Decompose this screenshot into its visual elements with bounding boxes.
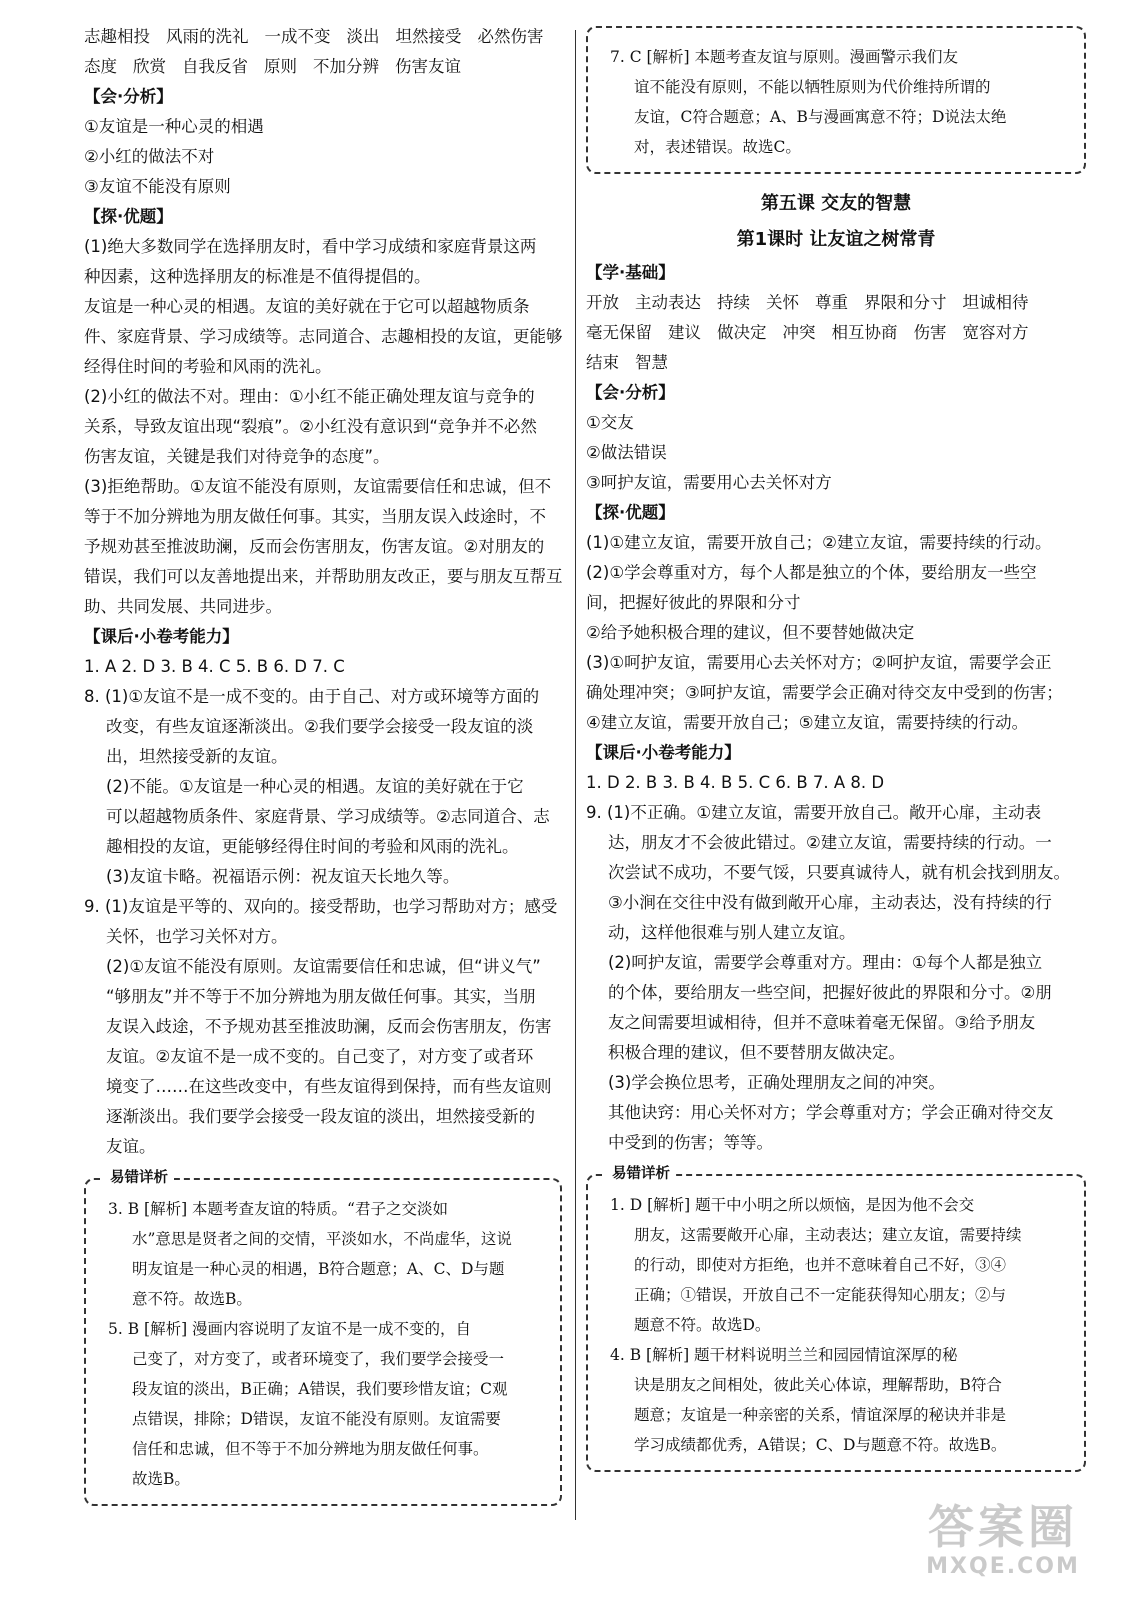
question-8-body bbox=[84, 712, 562, 892]
keyword: 开放 bbox=[586, 293, 619, 312]
text-line: 关怀，也学习关怀对方。 bbox=[106, 927, 288, 946]
text-line: (3)友谊卡略。祝福语示例：祝友谊天长地久等。 bbox=[106, 867, 460, 886]
analysis-line: 点错误，排除；D错误，友谊不能没有原则。友谊需要 bbox=[132, 1410, 501, 1428]
lesson-title: 第五课 交友的智慧 bbox=[760, 193, 912, 214]
text-line: 动，这样他很难与别人建立友谊。 bbox=[608, 923, 856, 942]
error-analysis-box bbox=[84, 1170, 562, 1506]
text-line: 等于不加分辨地为朋友做任何事。其实，当朋友误入歧途时，不 bbox=[84, 507, 546, 526]
keyword: 淡出 bbox=[346, 27, 380, 46]
error-analysis-continued-box bbox=[586, 26, 1086, 174]
section-heading-tan: 【探·优题】 bbox=[84, 207, 173, 226]
analysis-line: 题意；友谊是一种亲密的关系，情谊深厚的秘诀并非是 bbox=[634, 1406, 1007, 1424]
analysis-line: 的行动，即使对方拒绝，也并不意味着自己不好，③④ bbox=[634, 1256, 1007, 1274]
text-line: 确处理冲突；③呵护友谊，需要学会正确对待交友中受到的伤害； bbox=[586, 683, 1063, 702]
section-heading-hui: 【会·分析】 bbox=[84, 87, 173, 106]
text-line: 其他诀窍：用心关怀对方；学会尊重对方；学会正确对待交友 bbox=[608, 1103, 1054, 1122]
analysis-line: 7. C [解析] 本题考查友谊与原则。漫画警示我们友 bbox=[610, 48, 959, 66]
analysis-line: 学习成绩都优秀，A错误；C、D与题意不符。故选B。 bbox=[634, 1436, 1007, 1454]
left-column bbox=[84, 22, 562, 1506]
analysis-line: 己变了，对方变了，或者环境变了，我们要学会接受一 bbox=[132, 1350, 505, 1368]
text-line: (2)①友谊不能没有原则。友谊需要信任和忠诚，但“讲义气” bbox=[106, 957, 541, 976]
text-line: “够朋友”并不等于不加分辨地为朋友做任何事。其实，当朋 bbox=[106, 987, 536, 1006]
text-line: 间，把握好彼此的界限和分寸 bbox=[586, 593, 801, 612]
text-line: (2)小红的做法不对。理由：①小红不能正确处理友谊与竞争的 bbox=[84, 387, 535, 406]
keyword-row-2 bbox=[84, 52, 562, 82]
text-line: (1)绝大多数同学在选择朋友时，看中学习成绩和家庭背景这两 bbox=[84, 237, 537, 256]
keyword: 持续 bbox=[717, 293, 750, 312]
keyword: 宽容对方 bbox=[962, 323, 1029, 342]
analysis-line: 意不符。故选B。 bbox=[132, 1290, 252, 1308]
section-heading-hui: 【会·分析】 bbox=[586, 383, 675, 402]
analysis-line: 3. B [解析] 本题考查友谊的特质。“君子之交淡如 bbox=[108, 1200, 448, 1218]
keyword: 做决定 bbox=[717, 323, 767, 342]
text-line: 伤害友谊，关键是我们对待竞争的态度”。 bbox=[84, 447, 390, 466]
text-line: ④建立友谊，需要开放自己；⑤建立友谊，需要持续的行动。 bbox=[586, 713, 1029, 732]
analysis-line: 题意不符。故选D。 bbox=[634, 1316, 771, 1334]
keyword: 主动表达 bbox=[635, 293, 701, 312]
text-line: 友谊。 bbox=[106, 1137, 156, 1156]
text-line: 积极合理的建议，但不要替朋友做决定。 bbox=[608, 1043, 905, 1062]
question-9-body bbox=[586, 828, 1086, 1158]
text-line: (2)呵护友谊，需要学会尊重对方。理由：①每个人都是独立 bbox=[608, 953, 1043, 972]
text-line: 趣相投的友谊，更能够经得住时间的考验和风雨的洗礼。 bbox=[106, 837, 519, 856]
section-heading-kehou: 【课后·小卷考能力】 bbox=[586, 743, 741, 762]
text-line: 达，朋友才不会彼此错过。②建立友谊，需要持续的行动。一 bbox=[608, 833, 1052, 852]
analysis-item: ③呵护友谊，需要用心去关怀对方 bbox=[586, 473, 832, 492]
keyword: 坦诚相待 bbox=[962, 293, 1029, 312]
text-line: (1)①建立友谊，需要开放自己；②建立友谊，需要持续的行动。 bbox=[586, 533, 1052, 552]
site-watermark bbox=[898, 1500, 1108, 1588]
text-line: 境变了……在这些改变中，有些友谊得到保持，而有些友谊则 bbox=[106, 1077, 552, 1096]
text-line: 友谊。②友谊不是一成不变的。自己变了，对方变了或者环 bbox=[106, 1047, 534, 1066]
analysis-line: 故选B。 bbox=[132, 1470, 190, 1488]
analysis-line: 5. B [解析] 漫画内容说明了友谊不是一成不变的，自 bbox=[108, 1320, 472, 1338]
analysis-item: ③友谊不能没有原则 bbox=[84, 177, 231, 196]
text-line: (3)学会换位思考，正确处理朋友之间的冲突。 bbox=[608, 1073, 945, 1092]
basics-row-2 bbox=[586, 318, 1086, 348]
answer-key: 1. A 2. D 3. B 4. C 5. B 6. D 7. C bbox=[84, 657, 345, 676]
error-analysis-label: 易错详析 bbox=[104, 1167, 174, 1189]
hui-list bbox=[586, 408, 1086, 498]
basics-row-1 bbox=[586, 288, 1086, 318]
analysis-line: 水”意思是贤者之间的交情，平淡如水，不尚虚华，这说 bbox=[132, 1230, 512, 1248]
keyword: 一成不变 bbox=[264, 27, 331, 46]
analysis-item: ②小红的做法不对 bbox=[84, 147, 215, 166]
keyword: 冲突 bbox=[782, 323, 816, 342]
analysis-line: 1. D [解析] 题干中小明之所以烦恼，是因为他不会交 bbox=[610, 1196, 975, 1214]
keyword: 志趣相投 bbox=[84, 27, 150, 46]
question-9-body bbox=[84, 922, 562, 1162]
section-heading-kehou: 【课后·小卷考能力】 bbox=[84, 627, 239, 646]
basics-row-3 bbox=[586, 348, 1086, 378]
answer-key: 1. D 2. B 3. B 4. B 5. C 6. B 7. A 8. D bbox=[586, 773, 885, 792]
tan-text bbox=[84, 232, 562, 622]
analysis-line: 明友谊是一种心灵的相遇，B符合题意；A、C、D与题 bbox=[132, 1260, 505, 1278]
analysis-item: ②做法错误 bbox=[586, 443, 667, 462]
text-line: ②给予她积极合理的建议，但不要替她做决定 bbox=[586, 623, 915, 642]
error-analysis-continued-text bbox=[610, 42, 1070, 162]
section-heading-tan: 【探·优题】 bbox=[586, 503, 675, 522]
section-heading-xue: 【学·基础】 bbox=[586, 263, 675, 282]
keyword: 伤害 bbox=[913, 323, 947, 342]
analysis-line: 对，表述错误。故选C。 bbox=[634, 138, 801, 156]
keyword: 原则 bbox=[264, 57, 297, 76]
text-line: 友之间需要坦诚相待，但并不意味着毫无保留。③给予朋友 bbox=[608, 1013, 1036, 1032]
text-line: (3)①呵护友谊，需要用心去关怀对方；②呵护友谊，需要学会正 bbox=[586, 653, 1052, 672]
text-line: ③小涧在交往中没有做到敞开心扉，主动表达，没有持续的行 bbox=[608, 893, 1052, 912]
error-analysis-label: 易错详析 bbox=[606, 1163, 676, 1185]
text-line: 的个体，要给朋友一些空间，把握好彼此的界限和分寸。②朋 bbox=[608, 983, 1052, 1002]
watermark-logo-text: 答案圈 bbox=[928, 1500, 1078, 1554]
keyword: 风雨的洗礼 bbox=[166, 27, 249, 46]
analysis-item: ①友谊是一种心灵的相遇 bbox=[84, 117, 264, 136]
analysis-line: 信任和忠诚，但不等于不加分辨地为朋友做任何事。 bbox=[132, 1440, 489, 1458]
analysis-line: 段友谊的淡出，B正确；A错误，我们要珍惜友谊；C观 bbox=[132, 1380, 508, 1398]
analysis-line: 4. B [解析] 题干材料说明兰兰和园园情谊深厚的秘 bbox=[610, 1346, 958, 1364]
analysis-line: 正确；①错误，开放自己不一定能获得知心朋友；②与 bbox=[634, 1286, 1007, 1304]
right-column bbox=[586, 22, 1086, 1472]
analysis-line: 诀是朋友之间相处，彼此关心体谅，理解帮助，B符合 bbox=[634, 1376, 1002, 1394]
keyword: 不加分辨 bbox=[313, 57, 379, 76]
text-line: (2)①学会尊重对方，每个人都是独立的个体，要给朋友一些空 bbox=[586, 563, 1037, 582]
analysis-item: ①交友 bbox=[586, 413, 634, 432]
question-9-first-line: 9. (1)友谊是平等的、双向的。接受帮助，也学习帮助对方；感受 bbox=[84, 897, 558, 916]
text-line: 逐渐淡出。我们要学会接受一段友谊的淡出，坦然接受新的 bbox=[106, 1107, 535, 1126]
analysis-line: 朋友，这需要敞开心扉，主动表达；建立友谊，需要持续 bbox=[634, 1226, 1022, 1244]
text-line: (3)拒绝帮助。①友谊不能没有原则，友谊需要信任和忠诚，但不 bbox=[84, 477, 552, 496]
error-analysis-box bbox=[586, 1166, 1086, 1472]
column-divider bbox=[575, 30, 576, 1520]
text-line: 经得住时间的考验和风雨的洗礼。 bbox=[84, 357, 332, 376]
keyword-row-1 bbox=[84, 22, 562, 52]
keyword: 坦然接受 bbox=[395, 27, 462, 46]
question-8-first-line: 8. (1)①友谊不是一成不变的。由于自己、对方或环境等方面的 bbox=[84, 687, 540, 706]
text-line: 次尝试不成功，不要气馁，只要真诚待人，就有机会找到朋友。 bbox=[608, 863, 1070, 882]
text-line: 助、共同发展、共同进步。 bbox=[84, 597, 282, 616]
keyword: 建议 bbox=[668, 323, 701, 342]
watermark-url: MXQE.COM bbox=[926, 1554, 1080, 1579]
error-analysis-text bbox=[108, 1194, 546, 1494]
text-line: (2)不能。①友谊是一种心灵的相遇。友谊的美好就在于它 bbox=[106, 777, 524, 796]
text-line: 改变，有些友谊逐渐淡出。②我们要学会接受一段友谊的淡 bbox=[106, 717, 534, 736]
text-line: 友误入歧途，不予规劝甚至推波助澜，反而会伤害朋友，伤害 bbox=[106, 1017, 552, 1036]
keyword: 关怀 bbox=[766, 293, 799, 312]
keyword: 智慧 bbox=[635, 353, 668, 372]
keyword: 欣赏 bbox=[133, 57, 166, 76]
text-line: 关系，导致友谊出现“裂痕”。②小红没有意识到“竞争并不必然 bbox=[84, 417, 537, 436]
keyword: 结束 bbox=[586, 353, 619, 372]
keyword: 自我反省 bbox=[182, 57, 248, 76]
hui-list bbox=[84, 112, 562, 202]
keyword: 毫无保留 bbox=[586, 323, 652, 342]
text-line: 予规劝甚至推波助澜，反而会伤害朋友，伤害友谊。②对朋友的 bbox=[84, 537, 545, 556]
keyword: 伤害友谊 bbox=[395, 57, 461, 76]
keyword: 界限和分寸 bbox=[864, 293, 947, 312]
tan-text bbox=[586, 528, 1086, 738]
keyword: 态度 bbox=[84, 57, 117, 76]
keyword: 尊重 bbox=[815, 293, 848, 312]
section-title: 第1课时 让友谊之树常青 bbox=[736, 229, 936, 250]
text-line: 可以超越物质条件、家庭背景、学习成绩等。②志同道合、志 bbox=[106, 807, 550, 826]
error-analysis-text bbox=[610, 1190, 1070, 1460]
keyword: 必然伤害 bbox=[477, 27, 544, 46]
keyword: 相互协商 bbox=[831, 323, 898, 342]
text-line: 错误，我们可以友善地提出来，并帮助朋友改正，要与朋友互帮互 bbox=[84, 567, 563, 586]
text-line: 中受到的伤害；等等。 bbox=[608, 1133, 773, 1152]
question-9-first-line: 9. (1)不正确。①建立友谊，需要开放自己。敞开心扉，主动表 bbox=[586, 803, 1042, 822]
text-line: 出，坦然接受新的友谊。 bbox=[106, 747, 288, 766]
text-line: 友谊是一种心灵的相遇。友谊的美好就在于它可以超越物质条 bbox=[84, 297, 530, 316]
analysis-line: 友谊，C符合题意；A、B与漫画寓意不符；D说法太绝 bbox=[634, 108, 1007, 126]
text-line: 种因素，这种选择朋友的标准是不值得提倡的。 bbox=[84, 267, 431, 286]
text-line: 件、家庭背景、学习成绩等。志同道合、志趣相投的友谊，更能够 bbox=[84, 327, 563, 346]
analysis-line: 谊不能没有原则，不能以牺牲原则为代价维持所谓的 bbox=[634, 78, 991, 96]
